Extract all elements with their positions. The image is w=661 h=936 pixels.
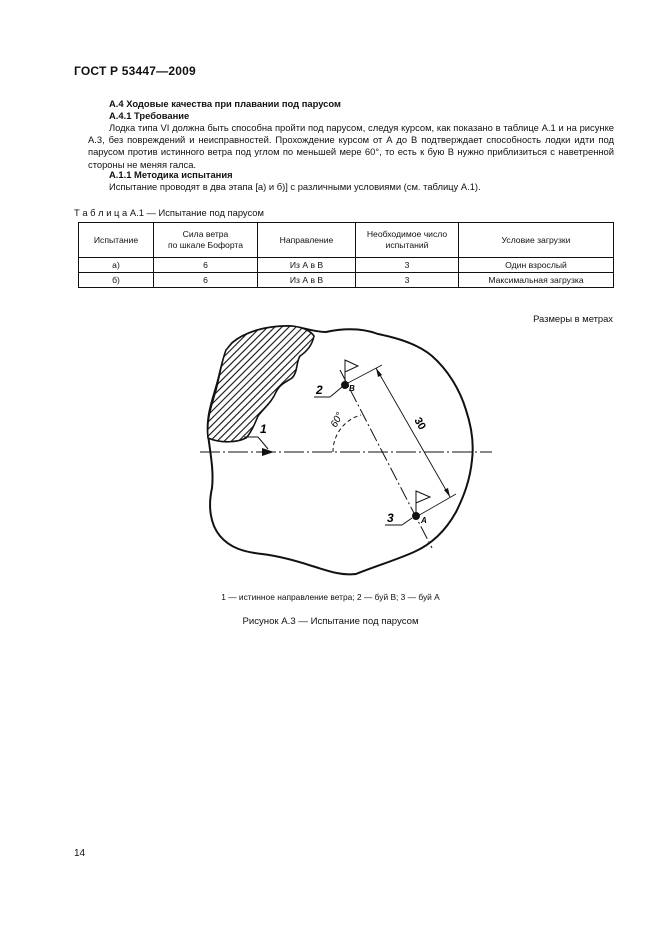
cell-load-condition: Максимальная загрузка	[459, 273, 614, 288]
cell-direction: Из А в В	[258, 273, 356, 288]
table-caption: Т а б л и ц а А.1 — Испытание под парусом	[74, 207, 264, 218]
requirement-heading: А.4.1 Требование	[109, 110, 190, 121]
header-required-tests: Необходимое число испытаний	[356, 223, 459, 258]
figure-caption: Рисунок А.3 — Испытание под парусом	[242, 616, 419, 627]
test-table	[78, 222, 614, 288]
dimension-label: 30	[411, 415, 428, 433]
buoy-b-icon	[341, 381, 349, 389]
cell-wind-force: 6	[154, 258, 258, 273]
section-heading: А.4 Ходовые качества при плавании под парусом	[109, 98, 341, 109]
cell-test: б)	[79, 273, 154, 288]
dimension-line	[376, 368, 450, 497]
units-note: Размеры в метрах	[533, 313, 613, 324]
course-line	[340, 370, 432, 548]
cell-required-tests: 3	[356, 273, 459, 288]
buoy-a-label: А	[421, 516, 427, 525]
header-test: Испытание	[79, 223, 154, 258]
table-row	[79, 273, 614, 288]
callout-1-label: 1	[260, 422, 267, 436]
method-heading: А.1.1 Методика испытания	[109, 169, 233, 180]
cell-load-condition: Один взрослый	[459, 258, 614, 273]
angle-label: 60°	[328, 410, 346, 430]
cell-wind-force: 6	[154, 273, 258, 288]
dimension-arrow-bottom-icon	[444, 488, 450, 497]
requirement-paragraph: Лодка типа VI должна быть способна пройти под парусом, следуя курсом, как показано в таблице А.1 и на рисунке А.3, без повреждений и неисправностей. Прохождение курсом от А до В подтверждает способность лодки идти под парусом против истинного ветра под углом по меньшей мере 60°, то есть к бую В нужно приблизиться с наветренной стороны не меняя галса.	[88, 122, 614, 170]
callout-1-pointer	[258, 437, 268, 449]
buoy-b-flag-icon	[345, 360, 358, 372]
cell-direction: Из А в В	[258, 258, 356, 273]
callout-3-pointer	[402, 518, 412, 525]
header-load-condition: Условие загрузки	[459, 223, 614, 258]
table-row	[79, 258, 614, 273]
wind-arrow-icon	[262, 448, 274, 456]
callout-2-pointer	[330, 387, 342, 397]
callout-3-label: 3	[387, 511, 394, 525]
buoy-b-label: В	[349, 384, 355, 393]
method-paragraph: Испытание проводят в два этапа [а) и б)] с различными условиями (см. таблицу А.1).	[109, 181, 481, 192]
table-header-row	[79, 223, 614, 258]
header-wind-force: Сила ветра по шкале Бофорта	[154, 223, 258, 258]
cell-test: а)	[79, 258, 154, 273]
dimension-arrow-top-icon	[376, 368, 382, 377]
sailing-test-figure	[190, 318, 500, 580]
document-header: ГОСТ Р 53447—2009	[74, 64, 196, 78]
page-number: 14	[74, 848, 86, 859]
cell-required-tests: 3	[356, 258, 459, 273]
callout-2-label: 2	[316, 383, 323, 397]
buoy-a-icon	[412, 512, 420, 520]
figure-legend: 1 — истинное направление ветра; 2 — буй В; 3 — буй А	[221, 592, 440, 602]
buoy-a-flag-icon	[416, 491, 430, 503]
header-direction: Направление	[258, 223, 356, 258]
